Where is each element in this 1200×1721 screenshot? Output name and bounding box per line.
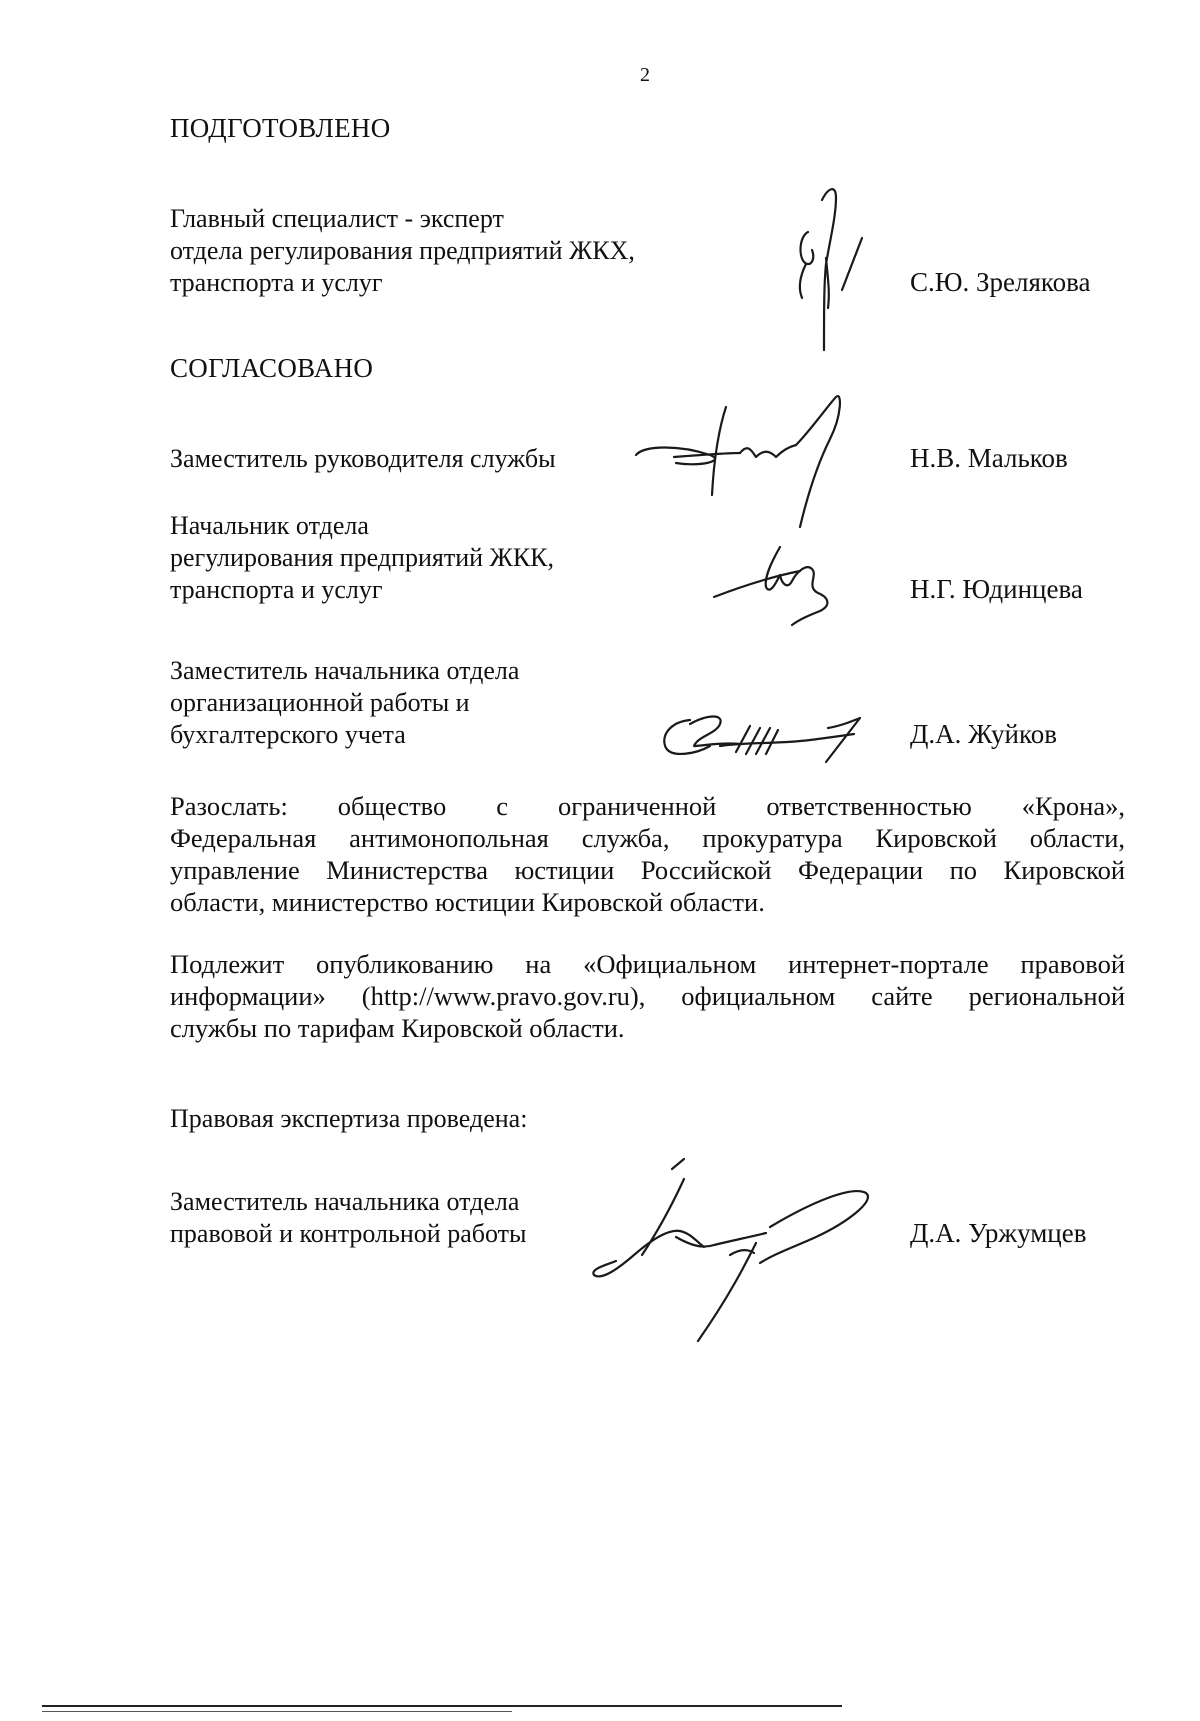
signature-zrelyakova (770, 180, 880, 360)
agreed-name-1: Н.В. Мальков (910, 443, 1068, 473)
position-line: транспорта и услуг (170, 575, 383, 604)
position-line: отдела регулирования предприятий ЖКХ, (170, 236, 635, 265)
position-line: Заместитель начальника отдела (170, 656, 520, 685)
signature-yudintseva (710, 535, 850, 635)
publication-line: службы по тарифам Кировской области. (170, 1013, 625, 1043)
footer-rule-secondary (42, 1711, 512, 1712)
distribution-line: Федеральная антимонопольная служба, прокуратура Кировской области, (170, 823, 1125, 853)
position-line: регулирования предприятий ЖКК, (170, 543, 555, 572)
publication-line: Подлежит опубликованию на «Официальном интернет-портале правовой (170, 949, 1125, 979)
legal-review-name: Д.А. Уржумцев (910, 1218, 1087, 1248)
agreed-heading: СОГЛАСОВАНО (170, 353, 374, 383)
position-line: правовой и контрольной работы (170, 1219, 527, 1248)
agreed-name-3: Д.А. Жуйков (910, 719, 1057, 749)
distribution-line: Разослать: общество с ограниченной ответственностью «Крона», (170, 791, 1125, 821)
position-line: Главный специалист - эксперт (170, 204, 504, 233)
agreed-position-2 (170, 510, 554, 606)
prepared-name: С.Ю. Зрелякова (910, 267, 1091, 297)
page-number: 2 (640, 64, 650, 86)
prepared-position (170, 203, 635, 299)
distribution-paragraph (170, 790, 1125, 918)
footer-rule (42, 1705, 842, 1707)
agreed-position-3 (170, 655, 519, 751)
position-line: Начальник отдела (170, 511, 369, 540)
prepared-heading: ПОДГОТОВЛЕНО (170, 113, 391, 143)
publication-line: информации» (http://www.pravo.gov.ru), официальном сайте региональной (170, 981, 1125, 1011)
signature-urzhumtsev (580, 1145, 900, 1325)
position-line: Заместитель руководителя службы (170, 444, 556, 473)
position-line: Заместитель начальника отдела (170, 1187, 520, 1216)
legal-review-heading: Правовая экспертиза проведена: (170, 1104, 528, 1133)
distribution-line: области, министерство юстиции Кировской области. (170, 887, 765, 917)
agreed-name-2: Н.Г. Юдинцева (910, 574, 1083, 604)
position-line: транспорта и услуг (170, 268, 383, 297)
position-line: организационной работы и (170, 688, 470, 717)
signature-zhuykov (650, 700, 890, 770)
legal-review-position (170, 1186, 526, 1250)
agreed-position-1 (170, 443, 556, 475)
signature-malkov (630, 395, 870, 555)
position-line: бухгалтерского учета (170, 720, 406, 749)
distribution-line: управление Министерства юстиции Российской Федерации по Кировской (170, 855, 1125, 885)
publication-paragraph (170, 948, 1125, 1044)
